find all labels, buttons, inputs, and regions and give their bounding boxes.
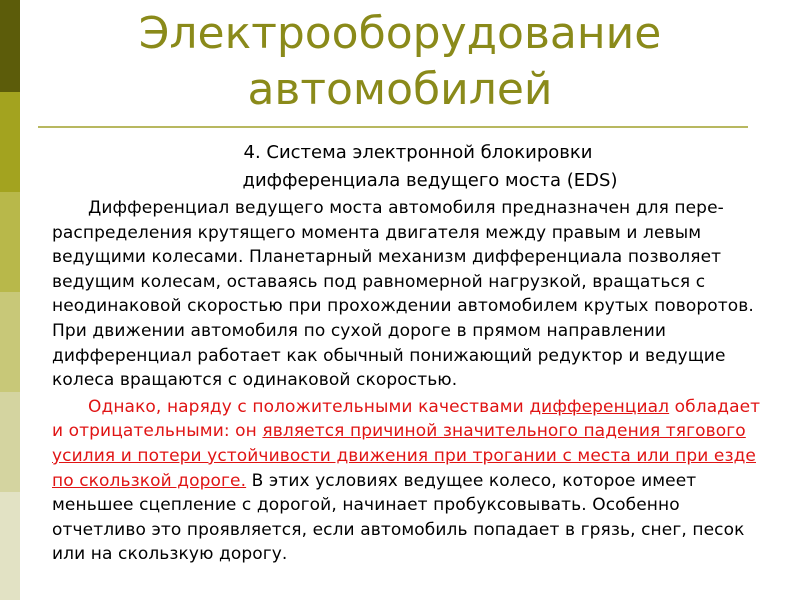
section-heading-line-2: дифференциала ведущего моста (EDS) <box>242 170 618 191</box>
paragraph-2-red-underlined-1: дифференциал <box>529 396 670 417</box>
sidebar-segment <box>0 492 20 600</box>
section-heading-line-1: 4. Система электронной блокировки <box>243 142 593 163</box>
paragraph-2-red-text-a: Однако, наряду с положительными качествами <box>88 396 530 417</box>
paragraph-2-black-text: В этих условиях ведущее колесо, которое имеет меньшее сцепление с дорогой, начинает пробуксовывать. Особенно отчетливо это проявляется, если автомобиль попадает в грязь, снег, песок или на скользкую дорогу. <box>52 470 745 565</box>
sidebar-segment <box>0 392 20 492</box>
paragraph-1: Дифференциал ведущего моста автомобиля предназначен для пере-распределения крутящего момента двигателя между правым и левым ведущими колесами. Планетарный механизм дифференциала позволяет ведущим колесам, оставаясь под равномерной нагрузкой, вращаться с неодинаковой скоростью при прохождении автомобилем крутых поворотов. При движении автомобиля по сухой дороге в прямом направлении дифференциал работает как обычный понижающий редуктор и ведущие колеса вращаются с одинаковой скоростью. <box>52 198 754 391</box>
paragraph-2 <box>52 395 764 567</box>
title-line-2: автомобилей <box>247 64 553 115</box>
section-heading <box>0 140 800 194</box>
sidebar-segment <box>0 292 20 392</box>
slide-title <box>0 6 800 118</box>
title-divider <box>38 126 748 128</box>
title-line-1: Электрооборудование <box>138 8 662 59</box>
slide-body <box>52 196 764 567</box>
sidebar-segment <box>0 192 20 292</box>
paragraph-2-red-text-b: обладает и отрицательными: он <box>52 396 761 442</box>
paragraph-2-red-underlined-2: является причиной значительного падения тягового усилия и потери устойчивости движения при трогании с места или при езде по скользкой дороге. <box>52 421 756 491</box>
